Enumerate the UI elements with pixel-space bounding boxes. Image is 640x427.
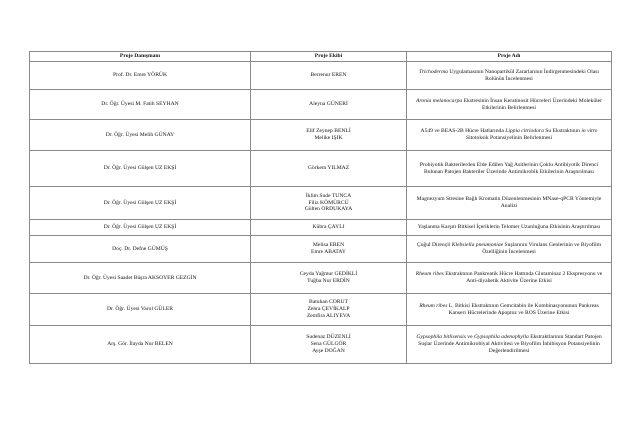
- team-cell: [251, 62, 407, 90]
- title-text: L. Bitkisi Ekstraktının Gemcitabin ile Kombinasyonunun Pankreas Kanseri Hücrelerinde Apoptoz ve ROS Üzerine Etkisi: [447, 302, 599, 316]
- title-text: A549 ve BEAS-2B Hücre Hatlarında: [420, 128, 506, 135]
- team-cell: [251, 326, 407, 364]
- project-title-cell: [407, 151, 612, 187]
- team-member-name: Ceyda Yağmur GEDİKLİ: [299, 271, 358, 278]
- advisor-cell: Dr. Öğr. Üyesi Melih GÜNAY: [30, 120, 251, 151]
- table-row: [30, 220, 612, 236]
- team-cell: [251, 151, 407, 187]
- table-row: [30, 326, 612, 364]
- species-name: Gypsophila bitlisensis: [416, 334, 466, 341]
- team-member-name: Melisa EREN: [312, 242, 345, 249]
- team-member-name: Filiz KÖMÜRCÜ: [308, 199, 349, 206]
- team-cell: [251, 294, 407, 326]
- species-name: Aronia melanocarpa: [415, 97, 463, 104]
- title-text: Çoğul Dirençli: [416, 242, 452, 249]
- advisor-cell: Arş. Gör. İlayda Nur BELEN: [30, 326, 251, 364]
- title-text: Ekstraktının Pankreatik Hücre Hattında Glutaminaz 2 Ekspresyonu ve Anti-diyabetik Aktivite Üzerine Etkisi: [443, 271, 603, 284]
- team-cell: [251, 120, 407, 151]
- project-title-cell: [407, 187, 612, 220]
- team-member-name: İklim Sude TUNCA: [305, 192, 352, 199]
- team-member-name: Tuğba Nur ERDİN: [307, 278, 350, 284]
- project-title-cell: [407, 120, 612, 151]
- header-title: Proje Adı: [407, 52, 612, 62]
- team-member-name: Batuhan CORUT: [309, 299, 348, 306]
- advisor-cell: Dr. Öğr. Üyesi Saadet Büşra AKSOYER GEZGİN: [30, 263, 251, 294]
- species-name: Rheum ribes: [415, 271, 444, 278]
- species-name: in vitro: [581, 128, 598, 135]
- team-member-name: Berrenur EREN: [310, 72, 347, 79]
- table-row: [30, 236, 612, 263]
- advisor-cell: Doç. Dr. Defne GÜMÜŞ: [30, 236, 251, 263]
- title-text: Yaşlanma Karşıtı Bitkisel İçeriklerin Telomer Uzunluğuna Etkisinin Araştırılması: [417, 224, 601, 231]
- title-text: Probiyotik Bakterilerden Elde Edilen Yağ Asitlerinin Çoklu Antibiyotik Direnci Bulunan Patojen Bakteriler Üzerinde Antimikrobik Etkilerinin Araştırılması: [419, 161, 599, 175]
- team-member-name: Zemfira ALIYEVA: [306, 312, 351, 319]
- table-row: [30, 294, 612, 326]
- team-cell: [251, 236, 407, 263]
- title-text: Su Ekstraktının: [543, 128, 582, 135]
- title-text: Ekstraktlarının Standart Patojen Suşlar Üzerinde Antimikrobiyal Aktivitesi ve Biyofilm İnhibisyon Potansiyelinin Değerlendirilmesi: [418, 334, 602, 354]
- header-advisor: Proje Danışmanı: [30, 52, 251, 62]
- team-member-name: Ayşe DOĞAN: [312, 347, 345, 354]
- team-member-name: Melike IŞIK: [314, 135, 343, 141]
- project-title-cell: [407, 62, 612, 90]
- header-row: [30, 52, 612, 62]
- species-name: Trichoderma: [419, 68, 448, 75]
- header-team: Proje Ekibi: [251, 52, 407, 62]
- project-title-cell: [407, 263, 612, 294]
- advisor-cell: Dr. Öğr. Üyesi Varol GÜLER: [30, 294, 251, 326]
- advisor-cell: Prof. Dr. Emre YÖRÜK: [30, 62, 251, 90]
- project-title-cell: [407, 90, 612, 120]
- team-member-name: Aleyna GÜNERİ: [309, 101, 348, 108]
- table-row: [30, 90, 612, 120]
- project-title-cell: [407, 294, 612, 326]
- table-row: [30, 62, 612, 90]
- table-row: [30, 120, 612, 151]
- team-member-name: Sudenaz DÜZENLİ: [306, 334, 351, 341]
- title-text: Magnezyum Stresine Bağlı Kromatin Düzenlenmesinin MNase-qPCR Yöntemiyle Analizi: [416, 196, 602, 209]
- team-cell: [251, 263, 407, 294]
- team-cell: [251, 220, 407, 236]
- title-text: ve: [465, 334, 474, 341]
- title-text: Uygulamasının Nanopartikül Zararlarının İndirgenmesindeki Olası Rolünün İncelenmesi: [447, 68, 599, 82]
- team-member-name: Görkem YILMAZ: [307, 165, 350, 172]
- title-text: Sitotoksik Potansiyelinin Belirlenmesi: [465, 135, 553, 141]
- project-title-cell: [407, 326, 612, 364]
- table-row: [30, 263, 612, 294]
- species-name: Lippia citriodora: [505, 128, 544, 135]
- team-member-name: Gülten ORDUKAYA: [304, 206, 353, 213]
- species-name: Rheum ribes: [419, 302, 448, 309]
- species-name: Klebsiella pneumoniae: [451, 242, 504, 249]
- advisor-cell: Dr. Öğr. Üyesi Gülşen UZ EKŞİ: [30, 187, 251, 220]
- title-text: Suşlarının Virulans Genlerinin ve Biyofilm Özelliğinin İncelenmesi: [482, 242, 602, 255]
- table-row: [30, 187, 612, 220]
- title-text: Ekstresinin İnsan Keratinosit Hücreleri Üzerindeki Moleküler Etkilerinin Belirlenmesi: [462, 97, 603, 111]
- team-cell: [251, 187, 407, 220]
- project-title-cell: [407, 220, 612, 236]
- table-row: [30, 151, 612, 187]
- advisor-cell: Dr. Öğr. Üyesi Gülşen UZ EKŞİ: [30, 151, 251, 187]
- team-member-name: Emre ABATAY: [311, 249, 346, 255]
- team-member-name: Elif Zeynep BENLİ: [306, 128, 351, 135]
- advisor-cell: Dr. Öğr. Üyesi Gülşen UZ EKŞİ: [30, 220, 251, 236]
- species-name: Gypsophila adenophylla: [473, 334, 529, 341]
- team-member-name: Sena GÜLGÖR: [310, 341, 347, 348]
- projects-table: [29, 51, 612, 364]
- team-member-name: Zehra ÇEVİKALP: [307, 306, 350, 313]
- advisor-cell: Dr. Öğr. Üyesi M. Fatih SEYHAN: [30, 90, 251, 120]
- team-member-name: Kübra ÇAYLI: [312, 224, 345, 231]
- project-title-cell: [407, 236, 612, 263]
- team-cell: [251, 90, 407, 120]
